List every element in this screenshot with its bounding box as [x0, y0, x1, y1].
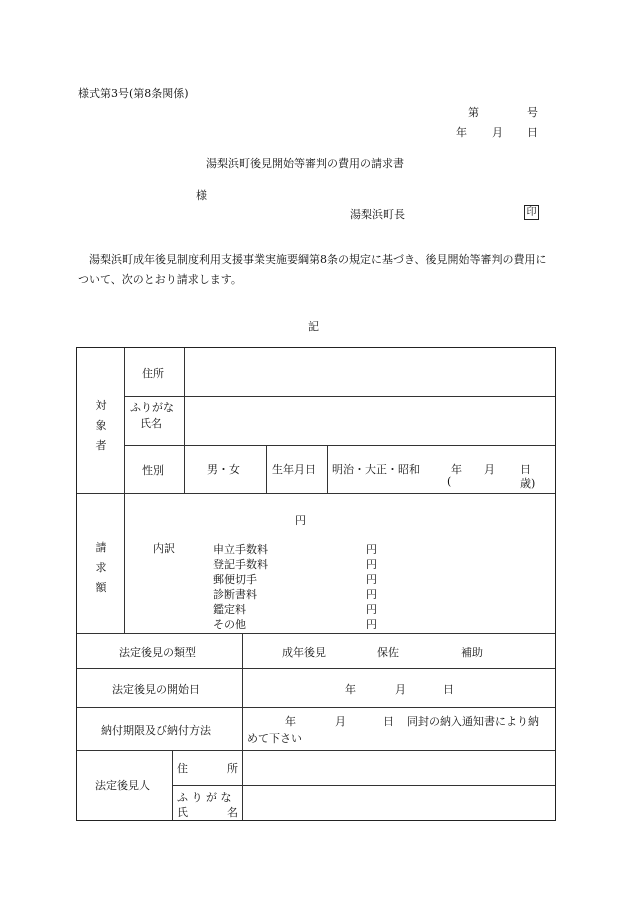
breakdown-yen: 円: [366, 618, 377, 631]
body-text: 湯梨浜町成年後見制度利用支援事業実施要綱第8条の規定に基づき、後見開始等審判の費用について、次のとおり請求します。: [78, 253, 547, 286]
seal-mark: 印: [524, 205, 539, 220]
date-month: 月: [492, 126, 503, 139]
document-title: 湯梨浜町後見開始等審判の費用の請求書: [206, 157, 404, 170]
birth-year: 年: [451, 463, 462, 476]
claim-label-1: 請: [95, 541, 107, 554]
claim-label-3: 額: [95, 581, 107, 594]
breakdown-yen: 円: [366, 558, 377, 571]
start-date-label: 法定後見の開始日: [112, 683, 200, 696]
subject-label-2: 象: [95, 419, 107, 432]
start-month: 月: [395, 683, 406, 696]
guardian-type-label: 法定後見の類型: [119, 646, 196, 659]
breakdown-yen: 円: [366, 603, 377, 616]
form-number: 様式第3号(第8条関係): [78, 87, 189, 100]
g-address-1: 住: [177, 762, 188, 775]
birth-month: 月: [484, 463, 495, 476]
doc-no-suffix: 号: [527, 106, 538, 119]
birth-label: 生年月日: [272, 463, 316, 476]
start-day: 日: [443, 683, 454, 696]
breakdown-yen: 円: [366, 543, 377, 556]
ki-mark: 記: [308, 320, 319, 333]
date-year: 年: [456, 126, 467, 139]
subject-label-3: 者: [95, 439, 107, 452]
date-day: 日: [527, 126, 538, 139]
breakdown-yen: 円: [366, 573, 377, 586]
g-name-2: 名: [227, 806, 238, 819]
address-label: 住所: [142, 367, 164, 380]
sex-label: 性別: [142, 464, 164, 477]
sex-options: 男・女: [207, 463, 240, 476]
breakdown-item: その他: [213, 618, 246, 631]
addressee-suffix: 様: [196, 189, 207, 202]
start-year: 年: [345, 683, 356, 696]
furigana-label: ふりがな: [130, 401, 174, 414]
payment-day: 日: [383, 715, 394, 728]
breakdown-item: 診断書料: [213, 588, 257, 601]
age-open: (: [447, 475, 452, 488]
payment-year: 年: [285, 715, 296, 728]
doc-no-prefix: 第: [468, 106, 479, 119]
claim-table: [76, 347, 556, 821]
guardian-label: 法定後見人: [95, 779, 150, 792]
breakdown-item: 鑑定料: [213, 603, 246, 616]
payment-text-1: 同封の納入通知書により納: [407, 715, 539, 728]
g-furigana: ふ り が な: [177, 791, 232, 804]
g-address-2: 所: [227, 762, 238, 775]
breakdown-item: 申立手数料: [213, 543, 268, 556]
breakdown-yen: 円: [366, 588, 377, 601]
name-label: 氏名: [140, 417, 162, 430]
issuer-name: 湯梨浜町長: [350, 208, 405, 221]
payment-text-2: めて下さい: [247, 732, 302, 745]
claim-label-2: 求: [95, 561, 107, 574]
era-options: 明治・大正・昭和: [332, 463, 420, 476]
breakdown-item: 登記手数料: [213, 558, 268, 571]
claim-total-yen: 円: [295, 514, 306, 527]
guardian-type-option: 成年後見: [282, 646, 326, 659]
payment-label: 納付期限及び納付方法: [101, 724, 211, 737]
payment-month: 月: [335, 715, 346, 728]
birth-day: 日: [520, 463, 531, 476]
age-close: 歳): [520, 477, 536, 490]
breakdown-label: 内訳: [153, 542, 175, 555]
guardian-type-option: 保佐: [377, 646, 399, 659]
g-name-1: 氏: [177, 806, 188, 819]
guardian-type-option: 補助: [461, 646, 483, 659]
breakdown-item: 郵便切手: [213, 573, 257, 586]
subject-label-1: 対: [95, 399, 107, 412]
